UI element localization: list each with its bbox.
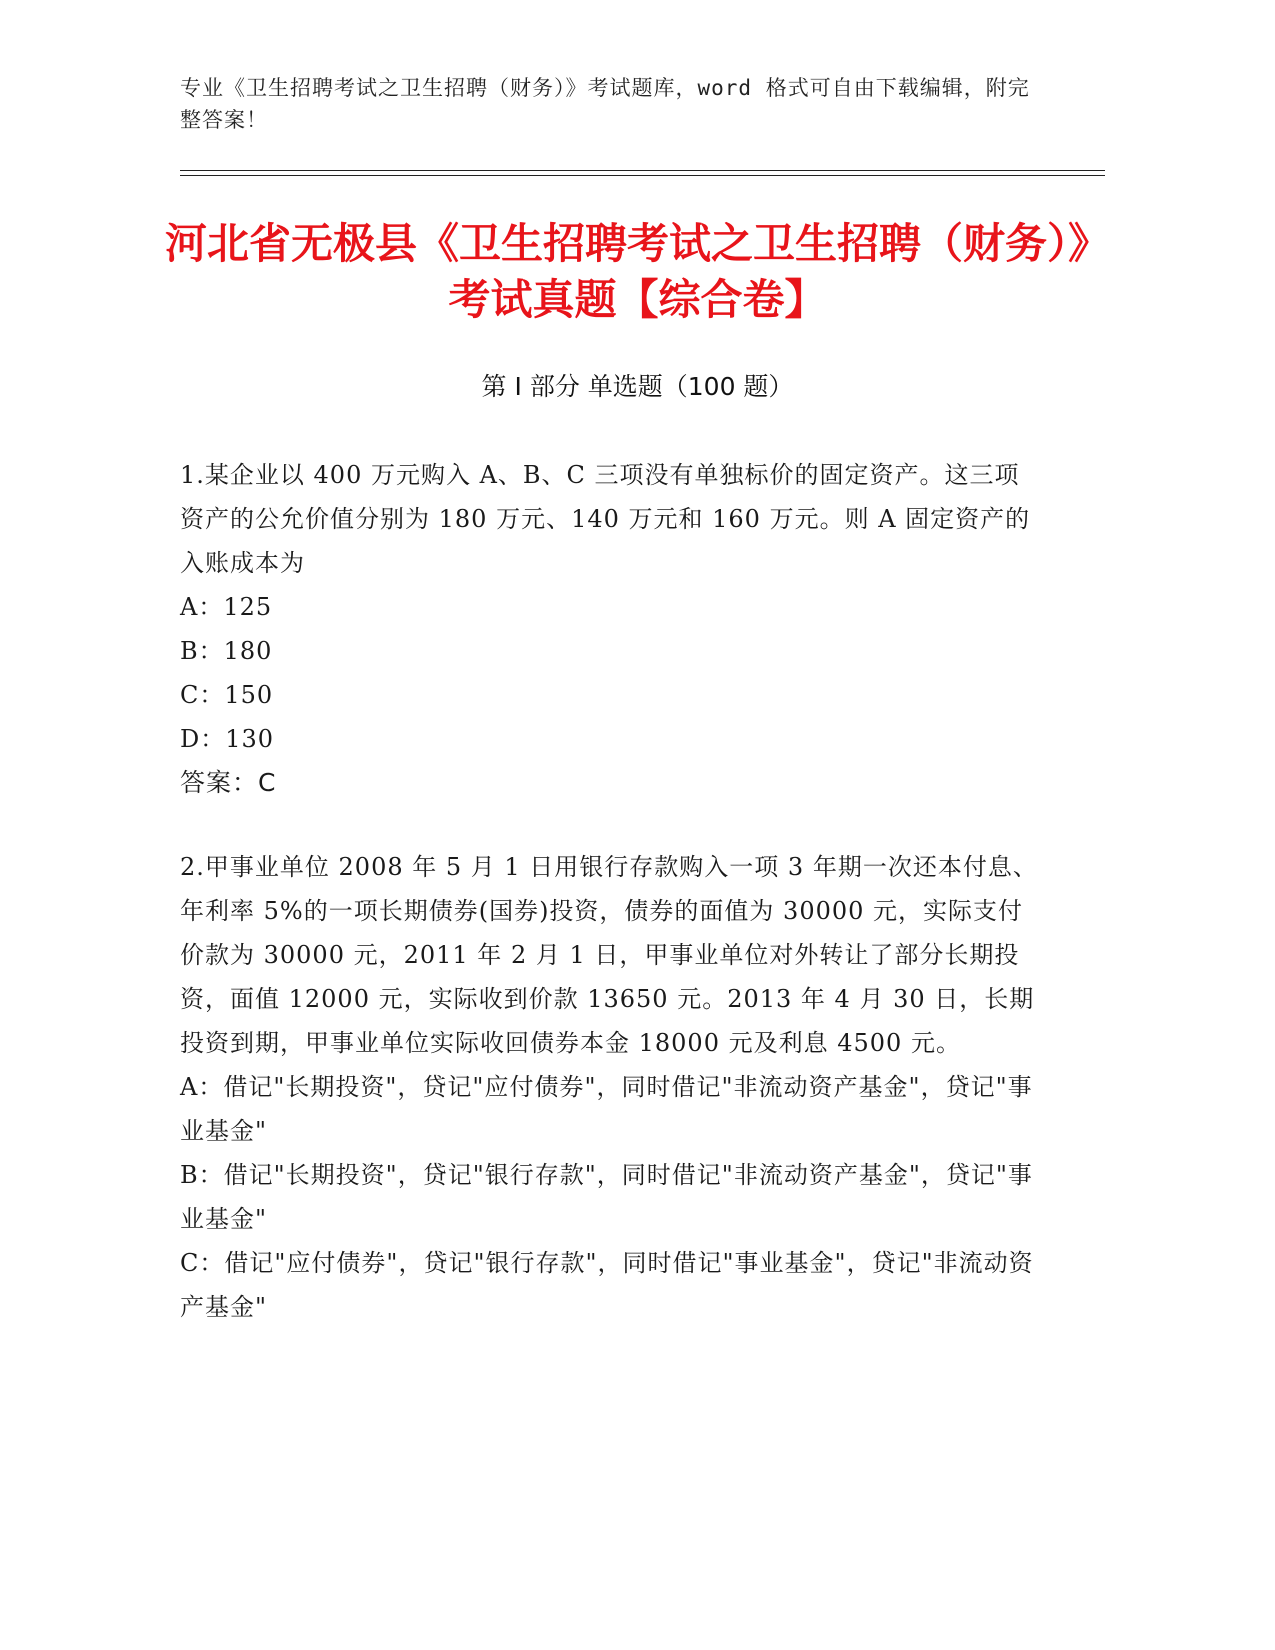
option-b: B：借记"长期投资"，贷记"银行存款"，同时借记"非流动资产基金"，贷记"事业基金" (180, 1161, 1033, 1233)
question-text: 1.某企业以 400 万元购入 A、B、C 三项没有单独标价的固定资产。这三项资产的公允价值分别为 180 万元、140 万元和 160 万元。则 A 固定资产的入账成本为 (180, 461, 1031, 577)
option-a: A：借记"长期投资"，贷记"应付债券"，同时借记"非流动资产基金"，贷记"事业基金" (180, 1073, 1033, 1145)
question-2 (180, 845, 1040, 1329)
header-rule-top (180, 170, 1105, 171)
question-text: 2.甲事业单位 2008 年 5 月 1 日用银行存款购入一项 3 年期一次还本付息、年利率 5%的一项长期债券(国券)投资，债券的面值为 30000 元，实际支付价款为 30000 元，2011 年 2 月 1 日，甲事业单位对外转让了部分长期投资，面值 12000 元，实际收到价款 13650 元。2013 年 4 月 30 日，长期投资到期，甲事业单位实际收回债券本金 18000 元及利息 4500 元。 (180, 853, 1038, 1057)
option-c: C：150 (180, 681, 274, 709)
option-b: B：180 (180, 637, 273, 665)
answer: 答案：C (180, 768, 277, 797)
header-rule-bottom (180, 175, 1105, 176)
document-title: 河北省无极县《卫生招聘考试之卫生招聘（财务）》考试真题【综合卷】 (164, 219, 1110, 324)
header-note: 专业《卫生招聘考试之卫生招聘（财务）》考试题库，word 格式可自由下载编辑，附完整答案！ (180, 76, 1030, 132)
option-c: C：借记"应付债券"，贷记"银行存款"，同时借记"事业基金"，贷记"非流动资产基金" (180, 1249, 1034, 1321)
option-d: D：130 (180, 725, 275, 753)
question-1 (180, 453, 1040, 805)
option-a: A：125 (180, 593, 273, 621)
section-heading: 第 I 部分 单选题（100 题） (481, 372, 794, 401)
